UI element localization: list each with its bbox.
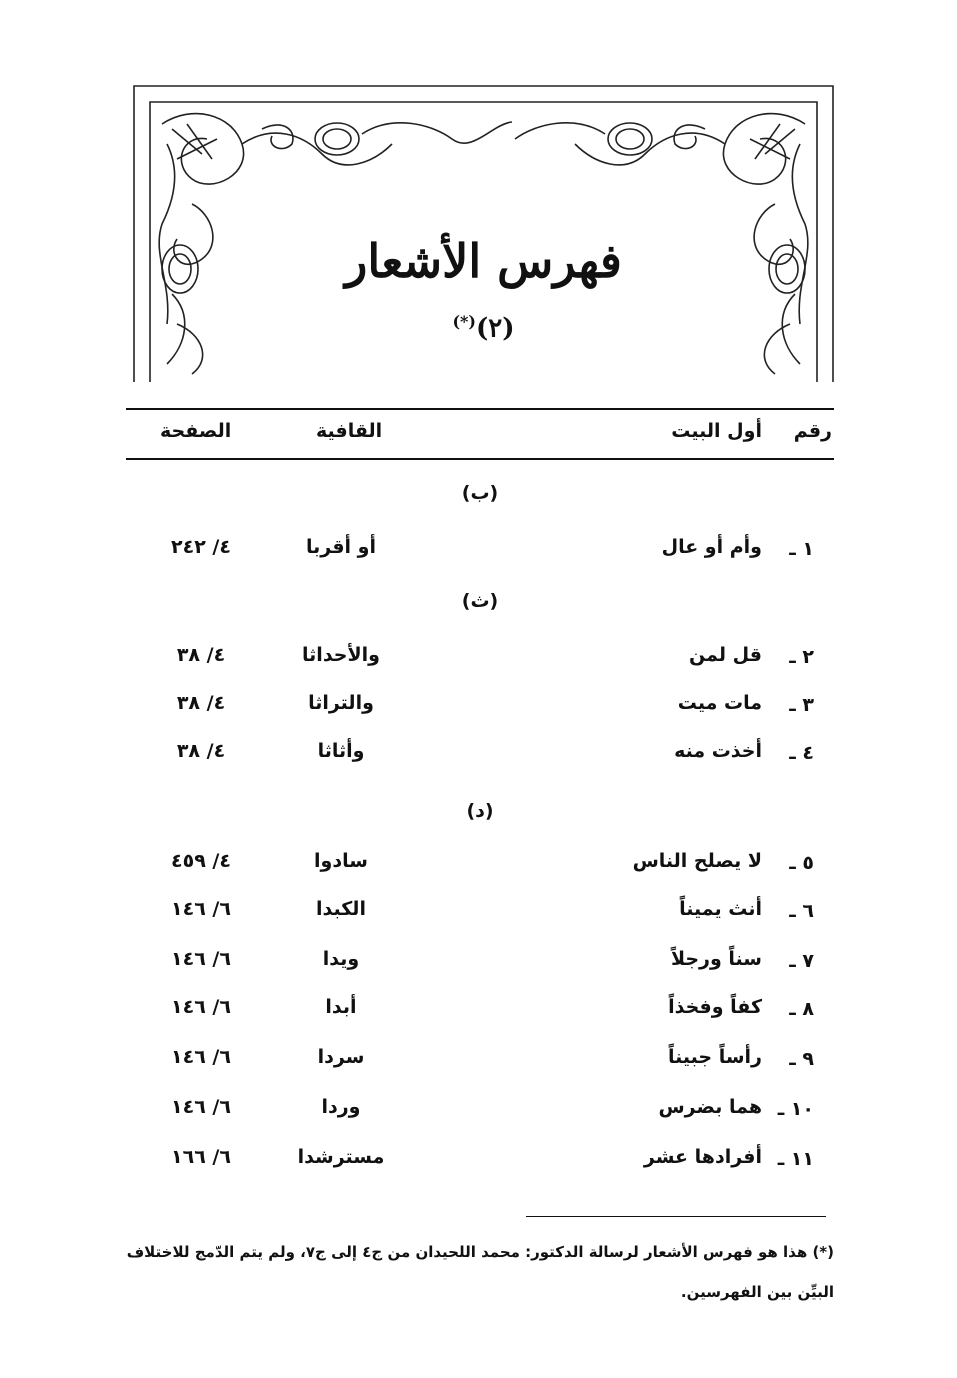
row-page: ٦/ ١٦٦: [171, 1146, 231, 1168]
table-row: [126, 1046, 834, 1078]
column-header-rhyme: القافية: [316, 420, 383, 442]
table-row: [126, 740, 834, 772]
row-number: ١ ـ: [789, 538, 814, 560]
row-number: ١٠ ـ: [777, 1098, 814, 1120]
row-rhyme: وردا: [321, 1096, 361, 1118]
row-number: ٢ ـ: [789, 646, 814, 668]
row-rhyme: مسترشدا: [297, 1146, 385, 1168]
row-rhyme: ويدا: [322, 948, 360, 970]
row-rhyme: وأثاثا: [317, 740, 365, 762]
row-number: ٦ ـ: [789, 900, 814, 922]
row-number: ٩ ـ: [789, 1048, 814, 1070]
row-first-line: أخذت منه: [674, 740, 762, 762]
table-row: [126, 898, 834, 930]
row-number: ٧ ـ: [789, 950, 814, 972]
table-header-bottom-rule: [126, 458, 834, 460]
table-header-top-rule: [126, 408, 834, 410]
footnote-mark: (*): [452, 312, 476, 331]
row-first-line: وأم أو عال: [661, 536, 762, 558]
section-label: (د): [466, 800, 494, 822]
row-first-line: سناً ورجلاً: [670, 948, 762, 970]
footnote-separator: [526, 1216, 826, 1217]
page-subtitle: [132, 312, 835, 344]
row-rhyme: سادوا: [314, 850, 368, 872]
row-page: ٦/ ١٤٦: [171, 996, 231, 1018]
section-label: (ث): [461, 590, 499, 612]
section-label: (ب): [461, 482, 499, 504]
row-first-line: قل لمن: [689, 644, 762, 666]
table-row: [126, 1146, 834, 1178]
row-page: ٦/ ١٤٦: [171, 898, 231, 920]
row-page: ٦/ ١٤٦: [171, 1046, 231, 1068]
row-first-line: كفاً وفخذاً: [668, 996, 762, 1018]
column-header-num: رقم: [793, 420, 832, 442]
row-number: ١١ ـ: [777, 1148, 814, 1170]
subtitle-number: (٢): [475, 313, 515, 344]
column-header-first-line: أول البيت: [671, 420, 762, 442]
row-page: ٤/ ٤٥٩: [171, 850, 231, 872]
page-title: فهرس الأشعار: [345, 234, 622, 288]
row-page: ٦/ ١٤٦: [171, 948, 231, 970]
row-page: ٦/ ١٤٦: [171, 1096, 231, 1118]
row-rhyme: والأحداثا: [302, 644, 380, 666]
row-rhyme: أبدا: [325, 996, 357, 1018]
row-page: ٤/ ٣٨: [176, 644, 226, 666]
table-row: [126, 536, 834, 568]
row-first-line: مات ميت: [677, 692, 762, 714]
row-number: ٤ ـ: [789, 742, 814, 764]
row-number: ٨ ـ: [789, 998, 814, 1020]
table-row: [126, 1096, 834, 1128]
footnote: (*) هذا هو فهرس الأشعار لرسالة الدكتور: محمد اللحيدان من ج٤ إلى ج٧، ولم يتم الدّمج للاختلاف البيِّن بين الفهرسين.: [126, 1243, 834, 1301]
row-rhyme: الكبدا: [316, 898, 366, 920]
row-rhyme: والتراثا: [308, 692, 374, 714]
table-row: [126, 692, 834, 724]
row-first-line: أفرادها عشر: [643, 1146, 762, 1168]
row-page: ٤/ ٣٨: [176, 692, 226, 714]
row-number: ٥ ـ: [789, 852, 814, 874]
row-number: ٣ ـ: [789, 694, 814, 716]
row-first-line: أنث يميناً: [679, 898, 762, 920]
table-row: [126, 996, 834, 1028]
row-page: ٤/ ٣٨: [176, 740, 226, 762]
column-header-page: الصفحة: [160, 420, 232, 442]
table-row: [126, 644, 834, 676]
row-first-line: هما بضرس: [658, 1096, 762, 1118]
row-rhyme: سردا: [317, 1046, 365, 1068]
row-first-line: رأساً جبيناً: [668, 1046, 762, 1068]
row-page: ٤/ ٢٤٢: [171, 536, 231, 558]
table-row: [126, 948, 834, 980]
row-rhyme: أو أقربا: [306, 536, 376, 558]
row-first-line: لا يصلح الناس: [632, 850, 762, 872]
table-row: [126, 850, 834, 882]
